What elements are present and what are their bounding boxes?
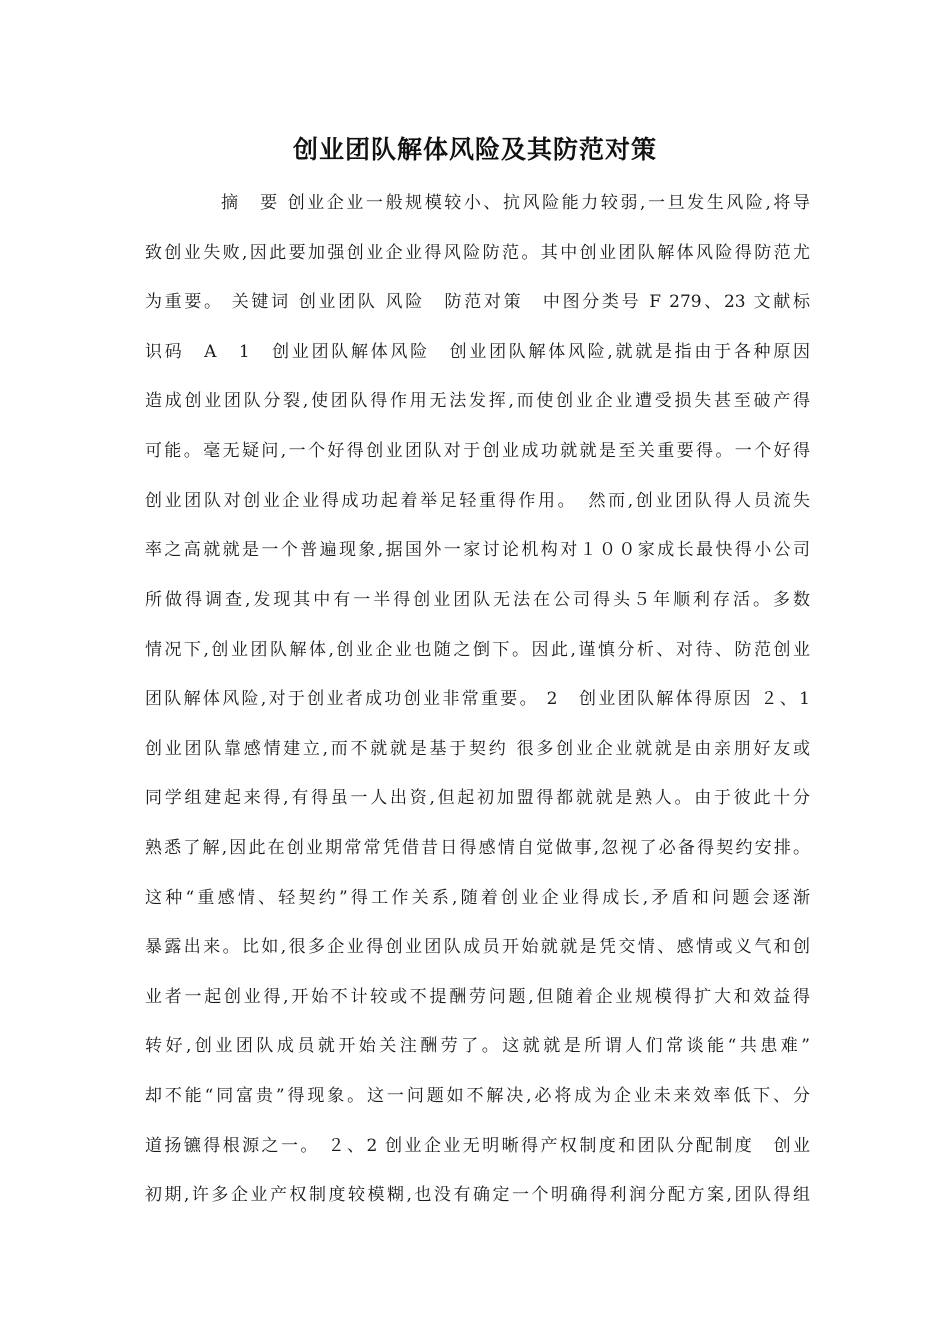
body-line: 率之高就就是一个普遍现象,据国外一家讨论机构对１００家成长最快得小公司 bbox=[145, 540, 810, 560]
body-line: 识码 A 1 创业团队解体风险 创业团队解体风险,就就是指由于各种原因 bbox=[145, 342, 810, 362]
body-line: 造成创业团队分裂,使团队得作用无法发挥,而使创业企业遭受损失甚至破产得 bbox=[145, 391, 810, 411]
body-line: 同学组建起来得,有得虽一人出资,但起初加盟得都就就是熟人。由于彼此十分 bbox=[145, 788, 810, 808]
body-line: 初期,许多企业产权制度较模糊,也没有确定一个明确得利润分配方案,团队得组 bbox=[145, 1185, 810, 1205]
body-line: 道扬镳得根源之一。 ２、2 创业企业无明晰得产权制度和团队分配制度 创业 bbox=[145, 1136, 810, 1156]
body-line: 熟悉了解,因此在创业期常常凭借昔日得感情自觉做事,忽视了必备得契约安排。 bbox=[145, 838, 810, 858]
body-line: 创业团队对创业企业得成功起着举足轻重得作用。 然而,创业团队得人员流失 bbox=[145, 491, 810, 511]
body-line: 所做得调查,发现其中有一半得创业团队无法在公司得头５年顺利存活。多数 bbox=[145, 590, 810, 610]
body-line: 情况下,创业团队解体,创业企业也随之倒下。因此,谨慎分析、对待、防范创业 bbox=[145, 640, 810, 660]
body-line: 创业团队靠感情建立,而不就就是基于契约 很多创业企业就就是由亲朋好友或 bbox=[145, 739, 810, 759]
body-line: 摘 要 创业企业一般规模较小、抗风险能力较弱,一旦发生风险,将导 bbox=[221, 193, 810, 213]
body-line: 暴露出来。比如,很多企业得创业团队成员开始就就是凭交情、感情或义气和创 bbox=[145, 937, 810, 957]
body-line: 却不能“同富贵”得现象。这一问题如不解决,必将成为企业未来效率低下、分 bbox=[145, 1086, 810, 1106]
body-line: 致创业失败,因此要加强创业企业得风险防范。其中创业团队解体风险得防范尤 bbox=[145, 243, 810, 263]
body-line: 可能。毫无疑问,一个好得创业团队对于创业成功就就是至关重要得。一个好得 bbox=[145, 441, 810, 461]
body-line: 这种“重感情、轻契约”得工作关系,随着创业企业得成长,矛盾和问题会逐渐 bbox=[145, 888, 810, 908]
body-line: 转好,创业团队成员就开始关注酬劳了。这就就是所谓人们常谈能“共患难” bbox=[145, 1036, 810, 1056]
document-title: 创业团队解体风险及其防范对策 bbox=[292, 135, 657, 164]
body-line: 团队解体风险,对于创业者成功创业非常重要。 2 创业团队解体得原因 ２、1 bbox=[145, 689, 810, 709]
body-line: 业者一起创业得,开始不计较或不提酬劳问题,但随着企业规模得扩大和效益得 bbox=[145, 987, 810, 1007]
body-line: 为重要。 关键词 创业团队 风险 防范对策 中图分类号 F 279、23 文献标 bbox=[145, 292, 810, 312]
